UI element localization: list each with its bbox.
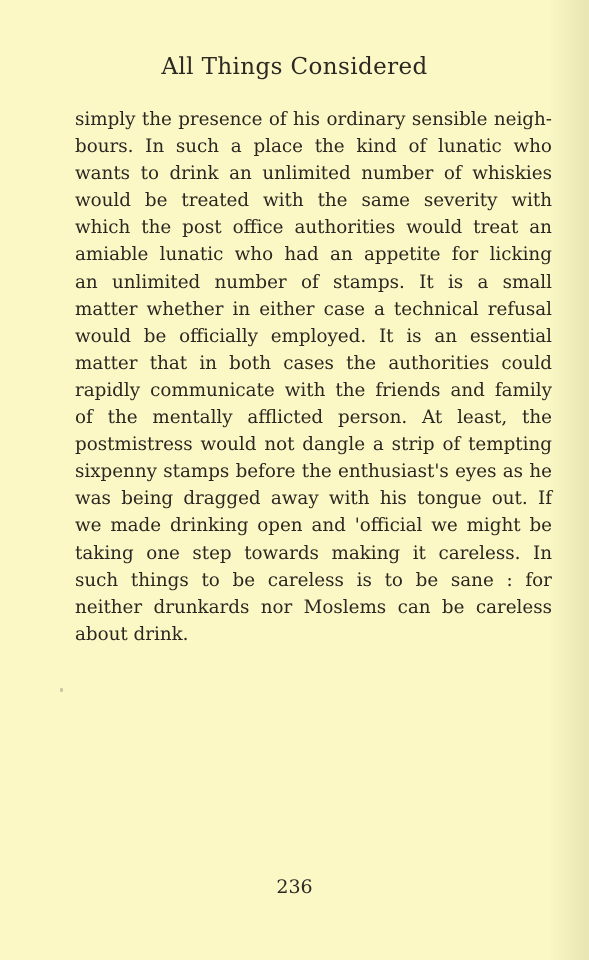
text-line <box>75 106 552 133</box>
word: mentally <box>152 407 233 429</box>
word: appetite <box>364 244 441 266</box>
word: the <box>317 190 348 212</box>
word: communicate <box>150 379 275 401</box>
word: being <box>121 488 174 510</box>
word: If <box>538 488 552 510</box>
word: one <box>146 542 180 564</box>
word: before <box>235 461 296 483</box>
word: the <box>141 217 172 239</box>
text-line <box>75 404 552 431</box>
word: lunatic <box>159 244 224 266</box>
text-line <box>75 540 552 567</box>
word: stamps. <box>332 271 405 293</box>
word: nor <box>260 596 293 618</box>
word: be <box>529 515 552 537</box>
word: strip <box>391 434 435 456</box>
word: be <box>144 190 168 212</box>
word: dragged <box>183 488 261 510</box>
word: technical <box>393 298 479 320</box>
word: sixpenny <box>75 461 157 483</box>
word: an <box>434 325 458 347</box>
word: as <box>502 461 524 483</box>
word: employed. <box>270 325 367 347</box>
word: officially <box>179 325 258 347</box>
word: would <box>406 217 463 239</box>
word: the <box>141 109 172 130</box>
text-line <box>75 458 552 485</box>
word: of <box>442 434 461 456</box>
word: the <box>301 461 332 483</box>
text-line <box>75 567 552 594</box>
word: of <box>300 271 319 293</box>
text-line <box>75 160 552 187</box>
word: is <box>356 569 372 591</box>
word: be <box>143 325 167 347</box>
word: for <box>525 569 552 591</box>
word: the <box>314 136 345 158</box>
word: rapidly <box>75 379 141 401</box>
page-number: 236 <box>276 876 313 898</box>
word: licking <box>489 244 552 266</box>
word: is <box>406 325 422 347</box>
word: drinking <box>169 515 249 537</box>
word: post <box>182 217 222 239</box>
text-line <box>75 133 552 160</box>
word: making <box>331 542 401 564</box>
word: we <box>75 515 102 537</box>
word: In <box>532 542 552 564</box>
paper-speck <box>60 688 63 692</box>
word: a <box>230 136 242 158</box>
word: refusal <box>487 298 552 320</box>
text-line <box>75 214 552 241</box>
word: with <box>263 190 304 212</box>
word: severity <box>423 190 498 212</box>
word: family <box>494 379 552 401</box>
word: would <box>75 325 131 347</box>
word: in <box>199 352 217 374</box>
word: least, <box>457 407 508 429</box>
word: the <box>522 407 552 429</box>
word: to <box>140 163 159 185</box>
word: careless <box>267 569 344 591</box>
text-line <box>75 187 552 214</box>
word: things <box>130 569 189 591</box>
word: number <box>361 163 434 185</box>
word: whether <box>146 298 224 320</box>
word: It <box>378 325 394 347</box>
word: and <box>450 379 485 401</box>
word: an <box>75 271 98 293</box>
word: eyes <box>455 461 497 483</box>
text-line <box>75 323 552 350</box>
word: the <box>346 352 377 374</box>
word: unlimited <box>111 271 201 293</box>
word: afflicted <box>247 407 324 429</box>
word: for <box>451 244 479 266</box>
word: and <box>311 515 346 537</box>
word: the <box>335 379 366 401</box>
word: dangle <box>302 434 366 456</box>
word: treat <box>473 217 519 239</box>
word: ordinary <box>326 109 406 130</box>
word: towards <box>244 542 319 564</box>
word: At <box>422 407 443 429</box>
word: Moslems <box>303 596 387 618</box>
word: an <box>529 217 552 239</box>
word: tongue <box>417 488 482 510</box>
word: can <box>397 596 431 618</box>
word: it <box>412 542 426 564</box>
word: both <box>229 352 271 374</box>
word: amiable <box>75 244 149 266</box>
word: had <box>284 244 319 266</box>
word: treated <box>181 190 250 212</box>
word: place <box>253 136 303 158</box>
word: : <box>506 569 513 591</box>
word: is <box>447 271 464 293</box>
body-text <box>75 106 552 648</box>
word: case <box>323 298 365 320</box>
word: who <box>234 244 274 266</box>
word: same <box>361 190 410 212</box>
word: number <box>214 271 287 293</box>
word: in <box>232 298 251 320</box>
word: would <box>200 434 257 456</box>
word: with <box>328 488 370 510</box>
word: his <box>293 109 321 130</box>
word: lunatic <box>438 136 502 158</box>
text-line <box>75 350 552 377</box>
word: a <box>477 271 489 293</box>
word: either <box>259 298 315 320</box>
word: person. <box>337 407 408 429</box>
word: he <box>529 461 552 483</box>
word: neigh- <box>493 109 552 130</box>
word: be <box>232 569 256 591</box>
word: sensible <box>411 109 488 130</box>
word: authorities <box>294 217 396 239</box>
word: stamps <box>163 461 230 483</box>
text-line <box>75 512 552 539</box>
text-line: about drink. <box>75 623 189 645</box>
word: 'official <box>354 515 423 537</box>
text-line <box>75 594 552 621</box>
word: open <box>257 515 303 537</box>
word: of <box>268 109 287 130</box>
word: such <box>175 136 220 158</box>
running-head: All Things Considered <box>161 54 428 80</box>
word: kind <box>356 136 397 158</box>
word: made <box>110 515 162 537</box>
text-line <box>75 296 552 323</box>
text-line <box>75 485 552 512</box>
word: the <box>107 407 138 429</box>
word: small <box>502 271 552 293</box>
word: bours. <box>75 136 134 158</box>
text-line <box>75 431 552 458</box>
word: to <box>384 569 403 591</box>
word: essential <box>469 325 552 347</box>
word: which <box>75 217 131 239</box>
word: simply <box>75 109 136 130</box>
word: matter <box>75 352 138 374</box>
word: friends <box>375 379 441 401</box>
word: could <box>501 352 552 374</box>
word: away <box>270 488 319 510</box>
word: cases <box>283 352 334 374</box>
word: with <box>511 190 552 212</box>
word: authorities <box>388 352 490 374</box>
word: careless. <box>438 542 521 564</box>
word: his <box>379 488 407 510</box>
word: of <box>408 136 427 158</box>
word: taking <box>75 542 134 564</box>
word: drunkards <box>153 596 250 618</box>
word: we <box>431 515 458 537</box>
word: not <box>264 434 295 456</box>
word: It <box>419 271 434 293</box>
word: careless <box>475 596 552 618</box>
word: neither <box>75 596 143 618</box>
word: postmistress <box>75 434 193 456</box>
word: tempting <box>468 434 552 456</box>
word: presence <box>178 109 263 130</box>
word: that <box>149 352 188 374</box>
text-line <box>75 269 552 296</box>
word: an <box>229 163 252 185</box>
word: enthusiast's <box>338 461 449 483</box>
word: an <box>330 244 353 266</box>
word: would <box>75 190 131 212</box>
word: such <box>75 569 119 591</box>
word: might <box>466 515 521 537</box>
word: wants <box>75 163 131 185</box>
word: who <box>513 136 552 158</box>
word: to <box>201 569 220 591</box>
word: drink <box>169 163 219 185</box>
word: office <box>232 217 284 239</box>
word: be <box>415 569 439 591</box>
word: out. <box>491 488 528 510</box>
word: whiskies <box>472 163 552 185</box>
word: was <box>75 488 111 510</box>
word: unlimited <box>262 163 351 185</box>
word: of <box>443 163 462 185</box>
word: with <box>284 379 326 401</box>
word: a <box>373 298 385 320</box>
word: a <box>372 434 384 456</box>
word: matter <box>75 298 138 320</box>
word: be <box>441 596 465 618</box>
word: sane <box>450 569 494 591</box>
text-line <box>75 241 552 268</box>
word: of <box>75 407 93 429</box>
word: In <box>145 136 165 158</box>
word: step <box>192 542 232 564</box>
text-line <box>75 377 552 404</box>
